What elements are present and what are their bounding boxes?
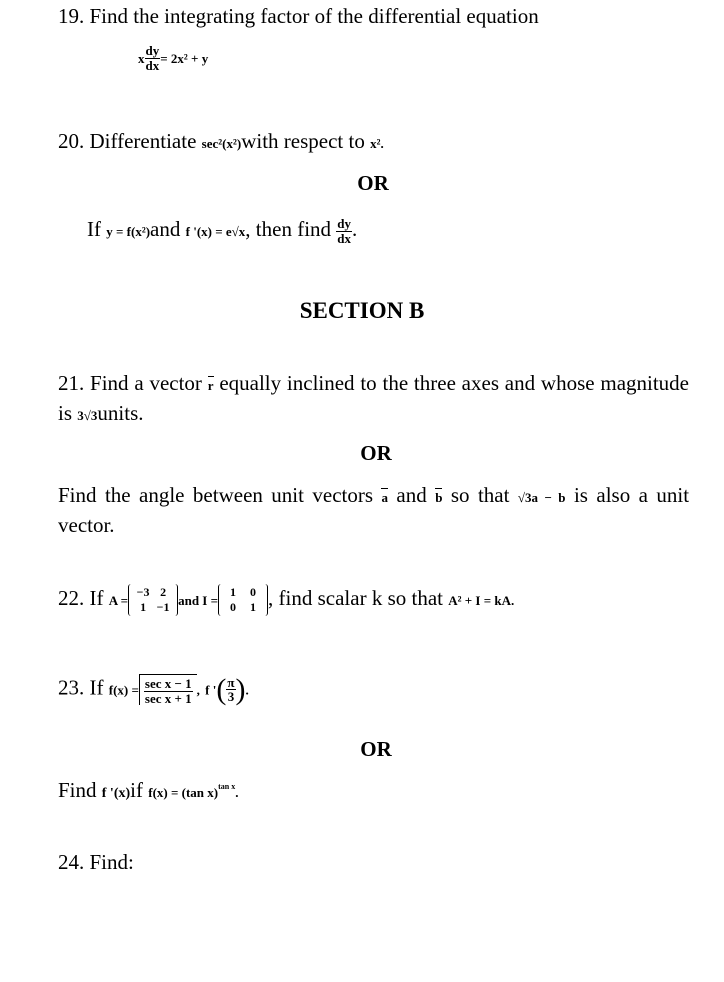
q19-equation: x $\frac{dy}{dx}$ = 2x² + y	[138, 43, 209, 73]
q24-text: 24. Find:	[58, 850, 134, 874]
q20-alt-text: If y = f(x²)and f '(x) = e√x, then find $\frac{dy}{dx}$ .	[87, 216, 358, 246]
q21-expr: √3a − b	[517, 490, 566, 505]
q21-vector-a: a	[381, 489, 388, 508]
q21-magnitude: 3√3	[77, 408, 98, 424]
q21-alt-text: Find the angle between unit vectors a and b so that √3a − b is also a unit vector.	[58, 483, 690, 538]
q23-text: 23. If f(x) = $\frac{\text{sec x − 1}}{\text{sec x + 1}}$ , f '( $\frac{\pi}{3}$ ).	[58, 672, 249, 706]
q23-or: OR	[360, 737, 392, 761]
q22-expr: A² + I = kA.	[448, 592, 515, 608]
matrix-a: −3 2 1 −1	[128, 584, 178, 616]
q21-vector-r: r	[208, 377, 214, 396]
q23-pi-over-3: $\frac{\pi}{3}$	[227, 674, 235, 705]
section-b-title: SECTION B	[299, 298, 425, 323]
q19-text: 19. Find the integrating factor of the differential equation	[58, 4, 539, 28]
q20-alt-expr2: f '(x) = e√x	[185, 223, 246, 239]
q23-alt-text: Find f '(x)if f(x) = (tan x)$^{tan x}$.	[58, 778, 239, 802]
q23-fraction: $\frac{\text{sec x − 1}}{\text{sec x + 1}}$	[144, 676, 192, 706]
q21-text: 21. Find a vector r equally inclined to the three axes and whose magnitude is 3√3units.	[58, 371, 690, 426]
q23-alt-expr: f(x) = (tan x)	[148, 785, 219, 800]
q20-expr2: x²	[370, 136, 381, 151]
q23-alt-fprime: f '(x)	[101, 786, 131, 801]
q20-alt-fraction: $\frac{dy}{dx}$	[337, 216, 352, 246]
matrix-i: 1 0 0 1	[218, 584, 268, 616]
q21-vector-b: b	[435, 489, 442, 508]
q20-expr1: sec²(x²)	[201, 136, 242, 151]
q19-fraction: $\frac{dy}{dx}$	[145, 43, 160, 73]
q20-or: OR	[357, 171, 389, 195]
q20-alt-expr1: y = f(x²)	[106, 223, 151, 239]
q22-text: 22. If A =−3 2 1 −1 and I =1 0 0 1 , find scalar k so that A² + I = kA.	[58, 585, 515, 614]
q23-sqrt	[139, 674, 197, 705]
q20-text: 20. Differentiate sec²(x²)with respect to x².	[58, 129, 384, 153]
q21-or: OR	[360, 441, 392, 465]
